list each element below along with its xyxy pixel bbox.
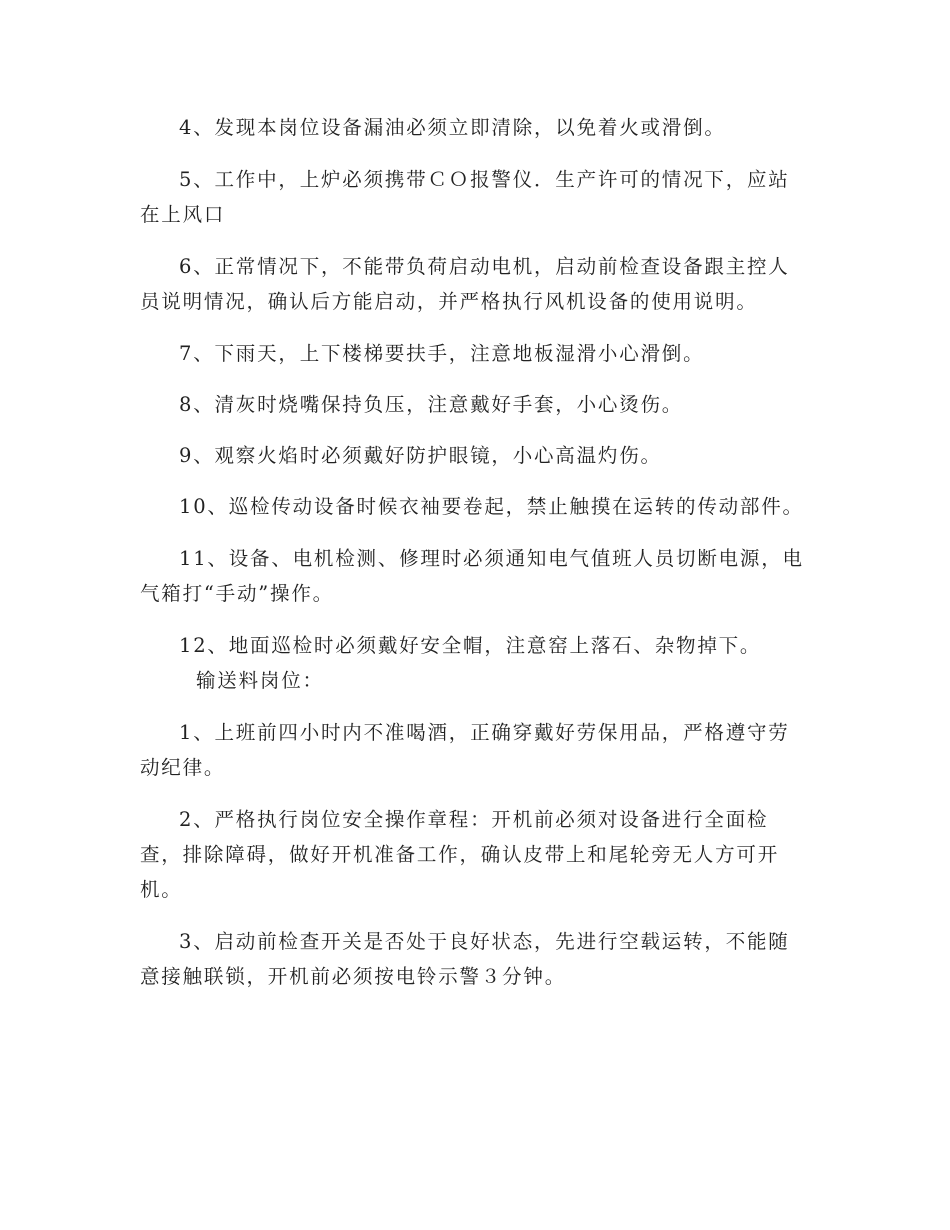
paragraph-item-7: 7、下雨天，上下楼梯要扶手，注意地板湿滑小心滑倒。 — [179, 342, 705, 365]
document-body — [140, 110, 810, 994]
section-paragraph-3: 3、启动前检查开关是否处于良好状态，先进行空载运转，不能随意接触联锁，开机前必须按电铃示警３分钟。 — [140, 930, 790, 988]
paragraph-item-9: 9、观察火焰时必须戴好防护眼镜，小心高温灼伤。 — [179, 444, 662, 467]
paragraph-item-5: 5、工作中，上炉必须携带ＣＯ报警仪．生产许可的情况下，应站在上风口 — [140, 168, 790, 226]
section-paragraph-1: 1、上班前四小时内不准喝酒，正确穿戴好劳保用品，严格遵守劳动纪律。 — [140, 721, 790, 779]
paragraph-item-11: 11、设备、电机检测、修理时必须通知电气值班人员切断电源，电气箱打“手动”操作。 — [140, 547, 804, 605]
paragraph-item-8: 8、清灰时烧嘴保持负压，注意戴好手套，小心烫伤。 — [179, 393, 684, 416]
paragraph-item-10: 10、巡检传动设备时候衣袖要卷起，禁止触摸在运转的传动部件。 — [179, 495, 804, 518]
paragraph-item-4: 4、发现本岗位设备漏油必须立即清除，以免着火或滑倒。 — [179, 116, 726, 139]
section-paragraph-2: 2、严格执行岗位安全操作章程：开机前必须对设备进行全面检查，排除障碍，做好开机准备工作，确认皮带上和尾轮旁无人方可开机。 — [140, 808, 780, 901]
paragraph-item-12: 12、地面巡检时必须戴好安全帽，注意窑上落石、杂物掉下。 — [179, 634, 762, 657]
section-heading: 输送料岗位： — [196, 669, 324, 692]
paragraph-item-6: 6、正常情况下，不能带负荷启动电机，启动前检查设备跟主控人员说明情况，确认后方能启动，并严格执行风机设备的使用说明。 — [140, 255, 790, 313]
